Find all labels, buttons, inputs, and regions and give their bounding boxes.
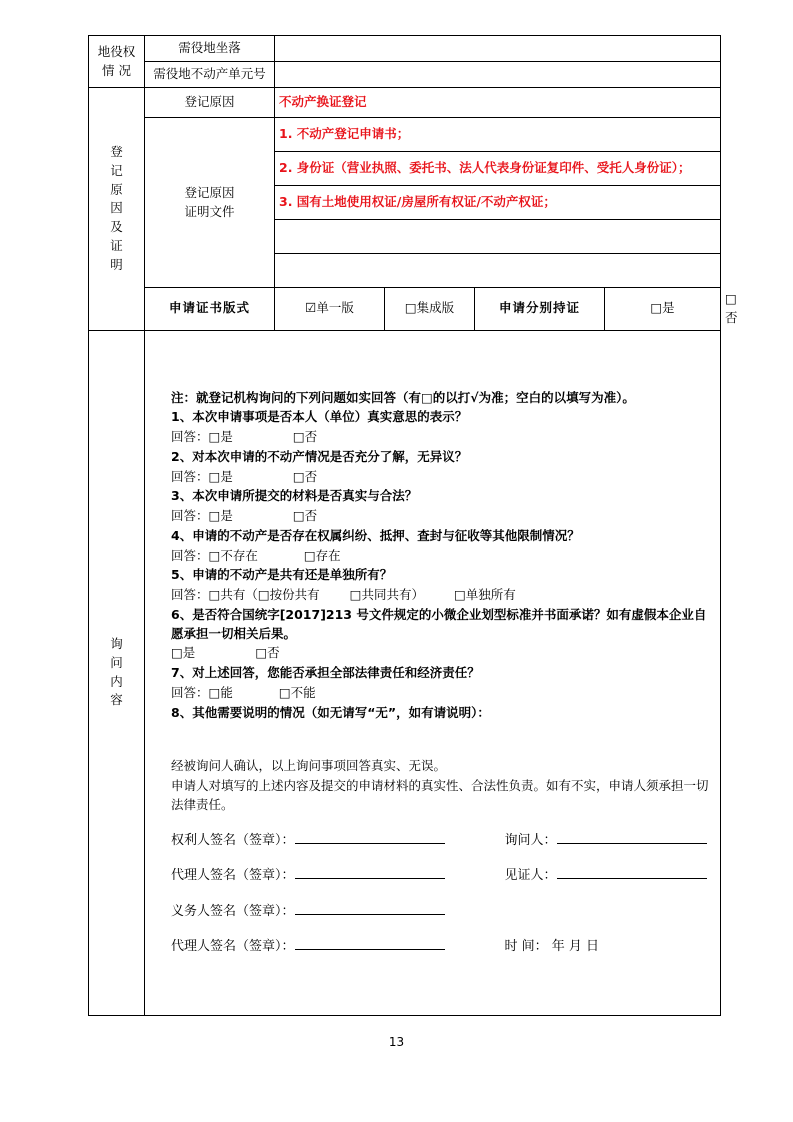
inquirer-label: 询问人： [504, 832, 557, 848]
question-5: 5、申请的不动产是共有还是单独所有？ [171, 567, 393, 583]
reg-label-char-6: 明 [110, 256, 123, 272]
answer-6-option-no[interactable]: □否 [255, 645, 280, 661]
cert-style-option-integrated[interactable] [385, 288, 475, 331]
separate-option-yes[interactable] [605, 288, 721, 331]
reg-label-char-0: 登 [110, 144, 123, 160]
easement-field-0-label: 需役地坐落 [145, 36, 275, 62]
table-row [89, 330, 721, 1015]
answer-2-option-no[interactable]: □否 [292, 468, 318, 484]
answer-3[interactable] [149, 507, 716, 526]
inquirer-line[interactable] [557, 831, 707, 844]
table-row [89, 36, 721, 62]
easement-field-1-value[interactable] [275, 62, 721, 88]
easement-label-line1: 地役权 [97, 43, 136, 59]
proof-item-3[interactable] [275, 220, 721, 254]
statement-1: 经被询问人确认，以上询问事项回答真实、无误。 [171, 758, 447, 774]
obligor-line[interactable] [295, 902, 445, 915]
answer-2-prefix: 回答： [171, 468, 209, 484]
obligor-label: 义务人签名（签章）： [171, 903, 295, 919]
agent-2-line[interactable] [295, 937, 445, 950]
answer-1-prefix: 回答： [171, 429, 209, 444]
agent-1-label: 代理人签名（签章）： [171, 868, 295, 883]
question-6: 6、是否符合国统字[2017]213 号文件规定的小微企业划型标准并书面承诺？如有虚假本企业自愿承担一切相关后果。 [171, 606, 707, 641]
answer-5[interactable] [149, 586, 716, 605]
signature-row-4 [149, 937, 716, 957]
checkbox-single-version[interactable]: ☑ [305, 300, 317, 316]
signature-row-2 [149, 866, 716, 886]
inquiry-note: 注：就登记机构询问的下列问题如实回答（有□的以打√为准；空白的以填写为准）。 [171, 389, 635, 405]
table-row [89, 288, 721, 331]
answer-1-option-no[interactable]: □否 [292, 429, 318, 444]
inquiry-label-char-0: 询 [110, 636, 123, 651]
answer-5-prefix: 回答： [171, 587, 209, 602]
inquiry-section-label [89, 330, 145, 1015]
easement-label-line2: 情 况 [102, 62, 131, 78]
question-3: 3、本次申请所提交的材料是否真实与合法？ [171, 488, 418, 504]
answer-7-option-cannot[interactable]: □不能 [278, 684, 316, 700]
answer-7[interactable] [149, 684, 716, 703]
answer-2-option-yes[interactable]: □是 [208, 468, 233, 484]
easement-field-0-value[interactable] [275, 36, 721, 62]
proof-label-line2: 证明文件 [184, 203, 235, 219]
separate-cert-label: 申请分别持证 [475, 288, 605, 331]
registration-section-label [89, 88, 145, 331]
inquiry-label-char-2: 内 [110, 673, 123, 689]
proof-item-1[interactable]: 2. 身份证（营业执照、委托书、法人代表身份证复印件、受托人身份证）； [275, 152, 721, 186]
answer-7-option-can[interactable]: □能 [208, 684, 233, 700]
proof-label-line1: 登记原因 [184, 184, 235, 200]
signature-right-holder-line[interactable] [295, 831, 445, 844]
inquiry-label-char-1: 问 [110, 654, 123, 670]
registration-reason-value[interactable]: 不动产换证登记 [275, 88, 721, 118]
question-8-answer-area[interactable] [149, 723, 716, 749]
page-number: 13 [388, 1035, 405, 1049]
answer-7-prefix: 回答： [171, 684, 209, 700]
cert-style-option-0-text: 单一版 [316, 300, 354, 316]
proof-item-2[interactable]: 3. 国有土地使用权证/房屋所有权证/不动产权证； [275, 186, 721, 220]
answer-4-option-exist[interactable]: □存在 [303, 547, 341, 563]
question-4: 4、申请的不动产是否存在权属纠纷、抵押、查封与征收等其他限制情况？ [171, 527, 580, 543]
proof-item-0[interactable]: 1. 不动产登记申请书； [275, 118, 721, 152]
reg-label-char-3: 因 [110, 200, 123, 216]
cert-style-option-1-text: 集成版 [416, 300, 455, 316]
answer-5-option-common[interactable]: □共同共有） [349, 587, 424, 602]
answer-4-option-not-exist[interactable]: □不存在 [208, 547, 258, 563]
checkbox-separate-no[interactable]: □ [725, 291, 737, 306]
inquiry-label-char-3: 容 [110, 692, 123, 708]
separate-option-1-text: 否 [725, 309, 738, 325]
signature-row-3 [149, 902, 716, 922]
signature-row-1 [149, 831, 716, 851]
answer-6-option-yes[interactable]: □是 [171, 645, 196, 661]
date-label[interactable]: 时 间： 年 月 日 [504, 939, 600, 954]
answer-3-prefix: 回答： [171, 508, 209, 523]
cert-style-label: 申请证书版式 [145, 288, 275, 331]
signature-right-holder-label: 权利人签名（签章）： [171, 832, 295, 848]
easement-field-1-label: 需役地不动产单元号 [145, 62, 275, 88]
answer-1-option-yes[interactable]: □是 [208, 429, 233, 444]
proof-item-4[interactable] [275, 254, 721, 288]
answer-1[interactable] [149, 428, 716, 447]
agent-2-label: 代理人签名（签章）： [171, 939, 295, 954]
registration-form-table [88, 35, 738, 1016]
registration-reason-label: 登记原因 [145, 88, 275, 118]
checkbox-integrated-version[interactable]: □ [404, 300, 417, 316]
reg-label-char-2: 原 [110, 181, 123, 197]
witness-label: 见证人： [504, 868, 557, 883]
answer-5-option-sole[interactable]: □单独所有 [453, 587, 516, 602]
table-row [89, 88, 721, 118]
checkbox-separate-yes[interactable]: □ [650, 300, 663, 316]
answer-3-option-no[interactable]: □否 [292, 508, 318, 523]
answer-3-option-yes[interactable]: □是 [208, 508, 233, 523]
inquiry-content [145, 330, 721, 1015]
answer-4[interactable] [149, 547, 716, 566]
question-8: 8、其他需要说明的情况（如无请写“无”，如有请说明）： [171, 704, 490, 720]
statement-2: 申请人对填写的上述内容及提交的申请材料的真实性、合法性负责。如有不实，申请人须承担一切法律责任。 [171, 778, 709, 812]
question-7: 7、对上述回答，您能否承担全部法律责任和经济责任？ [171, 665, 480, 680]
answer-4-prefix: 回答： [171, 547, 209, 563]
reg-label-char-5: 证 [110, 237, 123, 253]
cert-style-option-single[interactable] [275, 288, 385, 331]
agent-1-line[interactable] [295, 866, 445, 879]
question-1: 1、本次申请事项是否本人（单位）真实意思的表示？ [171, 409, 468, 425]
separate-option-0-text: 是 [662, 300, 675, 316]
answer-6[interactable] [149, 644, 716, 663]
proof-document-label [145, 118, 275, 288]
table-row [89, 118, 721, 152]
reg-label-char-4: 及 [110, 219, 123, 235]
answer-2[interactable] [149, 468, 716, 487]
easement-section-label [89, 36, 145, 88]
reg-label-char-1: 记 [110, 162, 123, 178]
question-2: 2、对本次申请的不动产情况是否充分了解，无异议？ [171, 448, 468, 464]
table-row [89, 62, 721, 88]
answer-5-option-joint[interactable]: □共有（□按份共有 [208, 587, 320, 602]
witness-line[interactable] [557, 866, 707, 879]
